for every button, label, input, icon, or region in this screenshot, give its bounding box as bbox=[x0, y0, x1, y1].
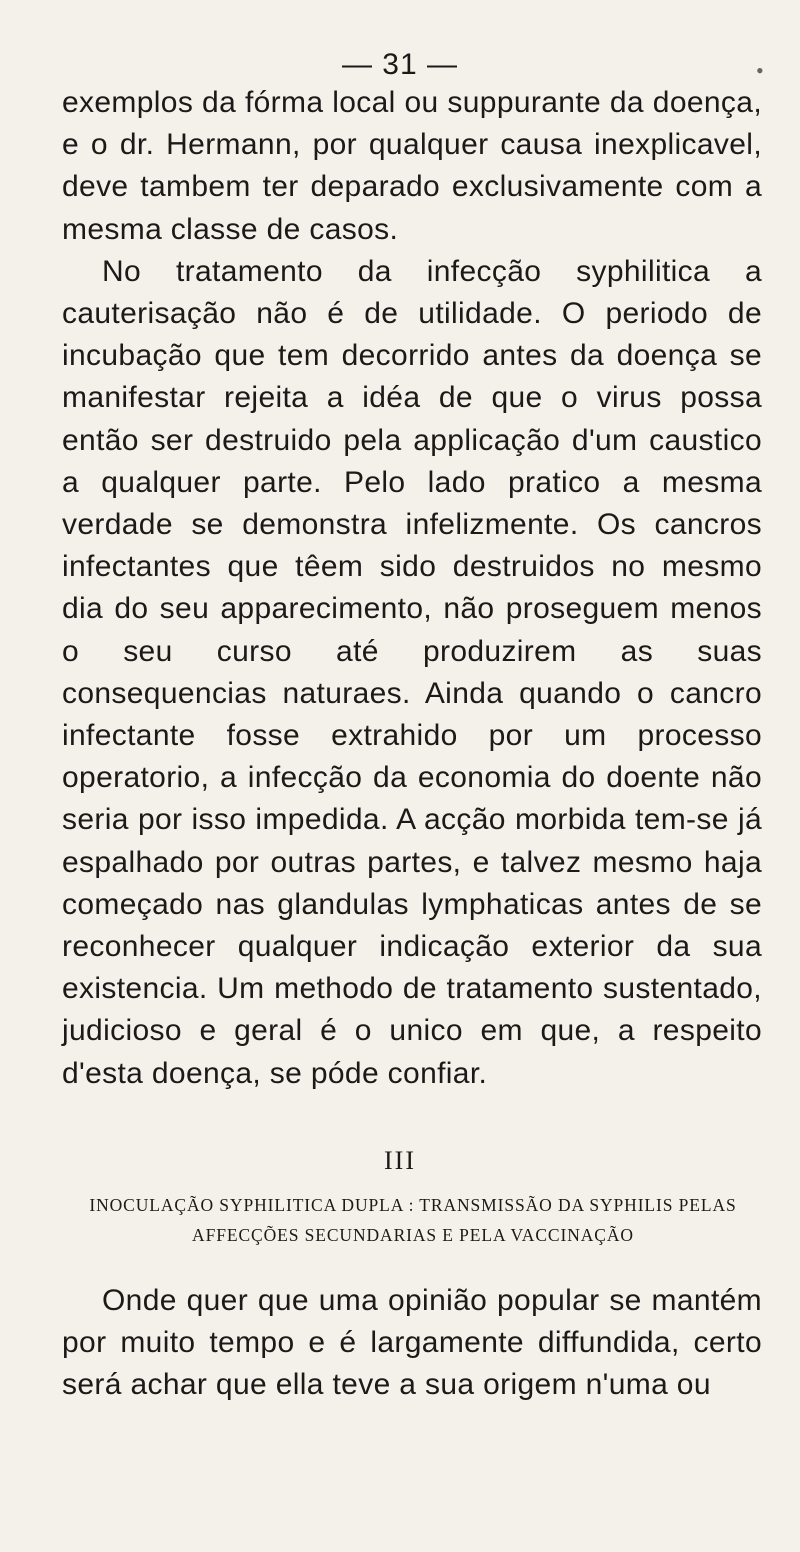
main-text bbox=[62, 82, 762, 1095]
printer-mark: • bbox=[756, 58, 764, 83]
section-text bbox=[62, 1280, 762, 1407]
paragraph: No tratamento da infecção syphilitica a cauterisação não é de utilidade. O periodo de incubação que tem decorrido antes da doença se manifestar rejeita a idéa de que o virus possa então ser destruido pela applicação d'um caustico a qualquer parte. Pelo lado pratico a mesma verdade se demonstra infelizmente. Os cancros infectantes que têem sido destruidos no mesmo dia do seu apparecimento, não proseguem menos o seu curso até produzirem as suas consequencias naturaes. Ainda quando o cancro infectante fosse extrahido por um processo operatorio, a infecção da economia do doente não seria por isso impedida. A acção morbida tem-se já espalhado por outras partes, e talvez mesmo haja começado nas glandulas lymphaticas antes de se reconhecer qualquer indicação exterior da sua existencia. Um methodo de tratamento sustentado, judicioso e geral é o unico em que, a respeito d'esta doença, se póde confiar. bbox=[62, 254, 762, 1090]
paragraph: Onde quer que uma opinião popular se mantém por muito tempo e é largamente diffundida, certo será achar que ella teve a sua origem n'uma ou bbox=[62, 1284, 762, 1402]
paragraph: exemplos da fórma local ou suppurante da doença, e o dr. Hermann, por qualquer causa inexplicavel, deve tambem ter deparado exclusivamente com a mesma classe de casos. bbox=[62, 86, 762, 246]
section-number: III bbox=[384, 1146, 416, 1175]
section-heading: INOCULAÇÃO SYPHILITICA DUPLA : TRANSMISSÃO DA SYPHILIS PELAS AFFECÇÕES SECUNDARIAS E PELA VACCINAÇÃO bbox=[89, 1195, 737, 1245]
page-number: — 31 — bbox=[341, 48, 459, 81]
